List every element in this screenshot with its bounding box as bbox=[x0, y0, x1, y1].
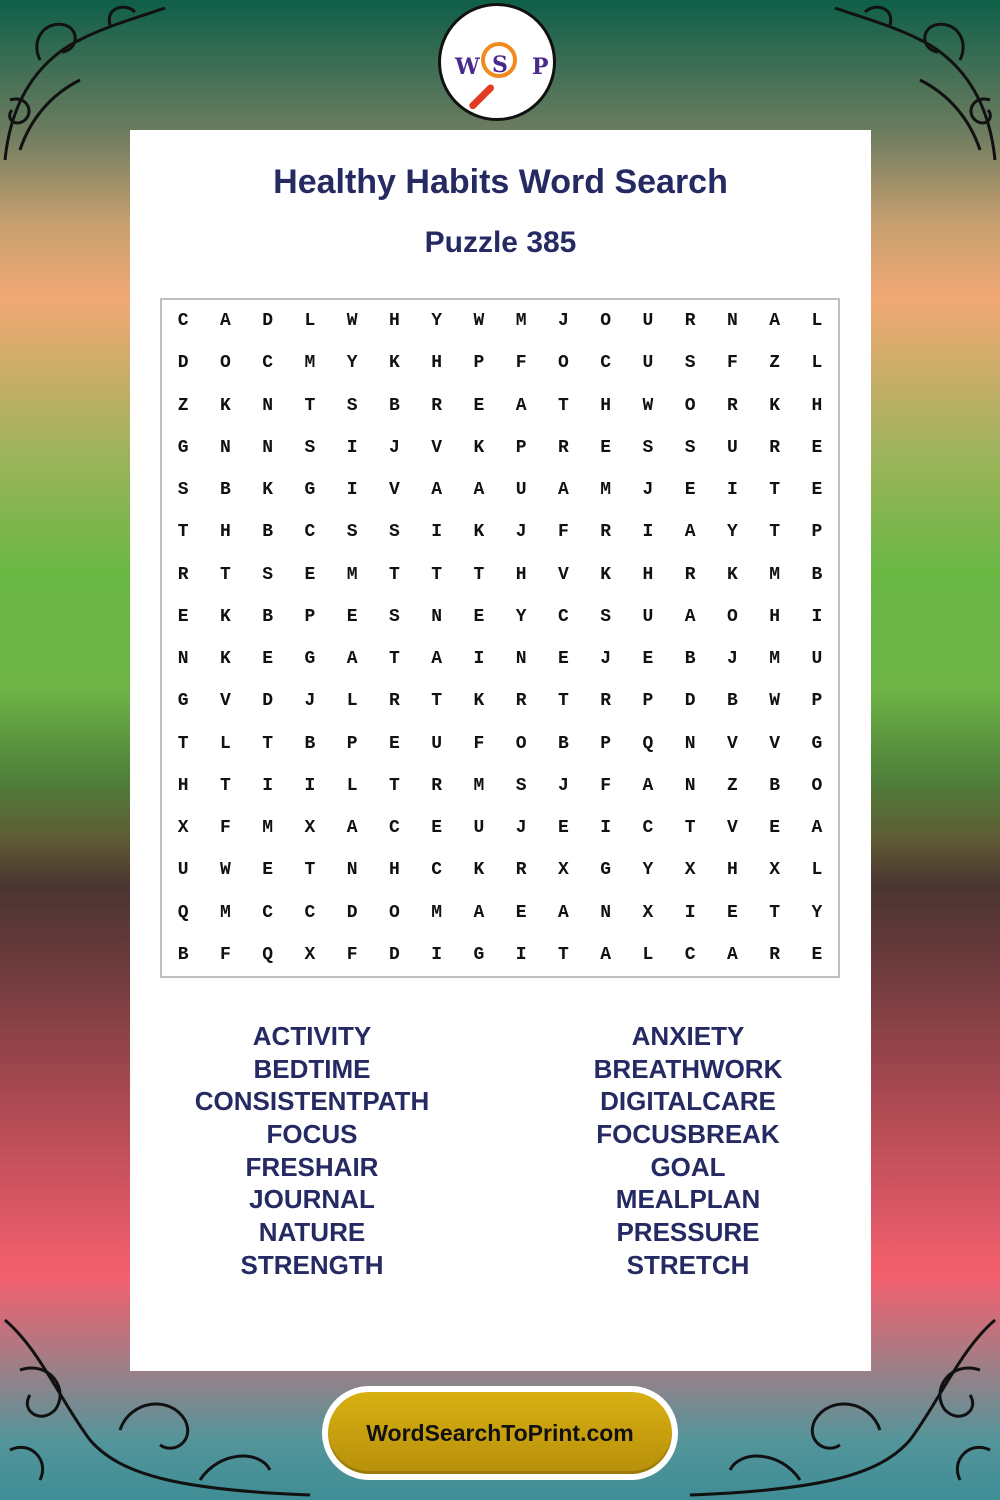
grid-cell[interactable]: H bbox=[642, 564, 654, 585]
grid-cell[interactable]: I bbox=[515, 944, 527, 965]
grid-cell[interactable]: P bbox=[811, 691, 823, 712]
grid-cell[interactable]: L bbox=[304, 311, 316, 332]
grid-cell[interactable]: O bbox=[600, 311, 612, 332]
grid-cell[interactable]: A bbox=[684, 606, 696, 627]
grid-cell[interactable]: J bbox=[726, 649, 738, 670]
grid-cell[interactable]: W bbox=[473, 311, 485, 332]
grid-cell[interactable]: I bbox=[811, 606, 823, 627]
grid-cell[interactable]: K bbox=[219, 606, 231, 627]
grid-cell[interactable]: F bbox=[726, 353, 738, 374]
logo-letter-p: P bbox=[532, 54, 549, 80]
grid-cell[interactable]: H bbox=[811, 395, 823, 416]
grid-cell[interactable]: I bbox=[600, 818, 612, 839]
grid-cell[interactable]: B bbox=[684, 649, 696, 670]
grid-cell[interactable]: N bbox=[600, 902, 612, 923]
grid-cell[interactable]: O bbox=[515, 733, 527, 754]
grid-cell[interactable]: F bbox=[219, 944, 231, 965]
grid-cell[interactable]: G bbox=[473, 944, 485, 965]
grid-cell[interactable]: V bbox=[726, 733, 738, 754]
grid-cell[interactable]: Z bbox=[769, 353, 781, 374]
grid-cell[interactable]: X bbox=[177, 818, 189, 839]
grid-cell[interactable]: T bbox=[769, 480, 781, 501]
grid-cell[interactable]: I bbox=[346, 480, 358, 501]
grid-cell[interactable]: N bbox=[726, 311, 738, 332]
grid-cell[interactable]: L bbox=[811, 860, 823, 881]
grid-cell[interactable]: R bbox=[431, 395, 443, 416]
grid-cell[interactable]: T bbox=[262, 733, 274, 754]
word-list-item: FOCUSBREAK bbox=[596, 1119, 780, 1150]
grid-cell[interactable]: V bbox=[388, 480, 400, 501]
grid-cell[interactable]: B bbox=[177, 944, 189, 965]
grid-cell[interactable]: X bbox=[304, 944, 316, 965]
grid-cell[interactable]: E bbox=[557, 818, 569, 839]
grid-cell[interactable]: F bbox=[515, 353, 527, 374]
grid-cell[interactable]: D bbox=[177, 353, 189, 374]
grid-cell[interactable]: E bbox=[769, 818, 781, 839]
grid-cell[interactable]: T bbox=[473, 564, 485, 585]
grid-cell[interactable]: F bbox=[219, 818, 231, 839]
grid-cell[interactable]: C bbox=[262, 353, 274, 374]
grid-cell[interactable]: E bbox=[600, 437, 612, 458]
grid-cell[interactable]: T bbox=[557, 691, 569, 712]
logo-letter-s: S bbox=[492, 52, 508, 78]
grid-cell[interactable]: H bbox=[769, 606, 781, 627]
grid-cell[interactable]: M bbox=[600, 480, 612, 501]
grid-cell[interactable]: V bbox=[219, 691, 231, 712]
grid-cell[interactable]: N bbox=[431, 606, 443, 627]
grid-cell[interactable]: S bbox=[515, 775, 527, 796]
grid-cell[interactable]: Y bbox=[726, 522, 738, 543]
grid-cell[interactable]: E bbox=[811, 437, 823, 458]
grid-cell[interactable]: F bbox=[600, 775, 612, 796]
grid-cell[interactable]: T bbox=[304, 860, 316, 881]
grid-cell[interactable]: H bbox=[388, 860, 400, 881]
grid-cell[interactable]: N bbox=[684, 775, 696, 796]
grid-cell[interactable]: O bbox=[388, 902, 400, 923]
grid-cell[interactable]: L bbox=[811, 311, 823, 332]
grid-cell[interactable]: G bbox=[811, 733, 823, 754]
grid-cell[interactable]: N bbox=[219, 437, 231, 458]
grid-cell[interactable]: I bbox=[304, 775, 316, 796]
grid-cell[interactable]: D bbox=[684, 691, 696, 712]
grid-cell[interactable]: A bbox=[811, 818, 823, 839]
grid-cell[interactable]: A bbox=[769, 311, 781, 332]
grid-cell[interactable]: T bbox=[304, 395, 316, 416]
grid-cell[interactable]: S bbox=[346, 522, 358, 543]
grid-cell[interactable]: T bbox=[219, 775, 231, 796]
magnifier-handle-icon bbox=[468, 83, 496, 111]
grid-cell[interactable]: T bbox=[431, 691, 443, 712]
grid-cell[interactable]: U bbox=[177, 860, 189, 881]
grid-cell[interactable]: R bbox=[684, 311, 696, 332]
site-link-button[interactable] bbox=[322, 1386, 678, 1480]
grid-cell[interactable]: E bbox=[262, 860, 274, 881]
grid-cell[interactable]: I bbox=[726, 480, 738, 501]
grid-cell[interactable]: E bbox=[262, 649, 274, 670]
grid-cell[interactable]: E bbox=[557, 649, 569, 670]
grid-cell[interactable]: K bbox=[473, 860, 485, 881]
grid-cell[interactable]: K bbox=[769, 395, 781, 416]
grid-cell[interactable]: I bbox=[642, 522, 654, 543]
grid-cell[interactable]: J bbox=[515, 522, 527, 543]
site-link-label[interactable]: WordSearchToPrint.com bbox=[328, 1392, 672, 1474]
grid-cell[interactable]: O bbox=[684, 395, 696, 416]
grid-cell[interactable]: E bbox=[811, 480, 823, 501]
grid-cell[interactable]: A bbox=[515, 395, 527, 416]
grid-cell[interactable]: Z bbox=[177, 395, 189, 416]
grid-cell[interactable]: U bbox=[726, 437, 738, 458]
grid-cell[interactable]: B bbox=[557, 733, 569, 754]
grid-cell[interactable]: Y bbox=[431, 311, 443, 332]
grid-cell[interactable]: B bbox=[811, 564, 823, 585]
grid-cell[interactable]: N bbox=[346, 860, 358, 881]
grid-cell[interactable]: E bbox=[684, 480, 696, 501]
grid-cell[interactable]: D bbox=[262, 691, 274, 712]
grid-cell[interactable]: D bbox=[346, 902, 358, 923]
grid-cell[interactable]: C bbox=[557, 606, 569, 627]
grid-cell[interactable]: A bbox=[684, 522, 696, 543]
word-list-item: CONSISTENTPATH bbox=[194, 1086, 430, 1117]
grid-cell[interactable]: T bbox=[388, 649, 400, 670]
grid-cell[interactable]: D bbox=[262, 311, 274, 332]
grid-cell[interactable]: U bbox=[515, 480, 527, 501]
grid-cell[interactable]: Q bbox=[262, 944, 274, 965]
grid-cell[interactable]: U bbox=[431, 733, 443, 754]
grid-cell[interactable]: E bbox=[304, 564, 316, 585]
grid-cell[interactable]: P bbox=[304, 606, 316, 627]
grid-cell[interactable]: W bbox=[346, 311, 358, 332]
grid-cell[interactable]: N bbox=[177, 649, 189, 670]
grid-cell[interactable]: H bbox=[431, 353, 443, 374]
grid-cell[interactable]: H bbox=[388, 311, 400, 332]
grid-cell[interactable]: I bbox=[684, 902, 696, 923]
grid-cell[interactable]: R bbox=[684, 564, 696, 585]
grid-cell[interactable]: C bbox=[642, 818, 654, 839]
grid-cell[interactable]: K bbox=[473, 691, 485, 712]
grid-cell[interactable]: L bbox=[219, 733, 231, 754]
grid-cell[interactable]: G bbox=[177, 437, 189, 458]
grid-cell[interactable]: A bbox=[726, 944, 738, 965]
grid-cell[interactable]: S bbox=[262, 564, 274, 585]
word-list-item: STRENGTH bbox=[240, 1249, 384, 1280]
grid-cell[interactable]: U bbox=[473, 818, 485, 839]
grid-cell[interactable]: E bbox=[473, 395, 485, 416]
grid-cell[interactable]: B bbox=[726, 691, 738, 712]
grid-cell[interactable]: O bbox=[811, 775, 823, 796]
grid-cell[interactable]: B bbox=[262, 606, 274, 627]
grid-cell[interactable]: C bbox=[262, 902, 274, 923]
grid-cell[interactable]: E bbox=[642, 649, 654, 670]
page-title: Healthy Habits Word Search bbox=[273, 163, 728, 201]
grid-cell[interactable]: S bbox=[684, 437, 696, 458]
grid-cell[interactable]: B bbox=[388, 395, 400, 416]
grid-cell[interactable]: G bbox=[304, 480, 316, 501]
grid-cell[interactable]: B bbox=[219, 480, 231, 501]
grid-cell[interactable]: E bbox=[431, 818, 443, 839]
grid-cell[interactable]: S bbox=[642, 437, 654, 458]
grid-cell[interactable]: U bbox=[642, 353, 654, 374]
grid-cell[interactable]: E bbox=[177, 606, 189, 627]
word-list-item: ACTIVITY bbox=[252, 1021, 372, 1051]
grid-cell[interactable]: J bbox=[557, 311, 569, 332]
grid-cell[interactable]: I bbox=[473, 649, 485, 670]
grid-cell[interactable]: S bbox=[346, 395, 358, 416]
grid-cell[interactable]: T bbox=[431, 564, 443, 585]
grid-cell[interactable]: B bbox=[262, 522, 274, 543]
grid-cell[interactable]: T bbox=[769, 902, 781, 923]
grid-cell[interactable]: Y bbox=[515, 606, 527, 627]
grid-cell[interactable]: K bbox=[262, 480, 274, 501]
grid-cell[interactable]: A bbox=[346, 649, 358, 670]
grid-cell[interactable]: Y bbox=[642, 860, 654, 881]
grid-cell[interactable]: Y bbox=[811, 902, 823, 923]
grid-cell[interactable]: M bbox=[515, 311, 527, 332]
grid-cell[interactable]: R bbox=[515, 691, 527, 712]
grid-cell[interactable]: L bbox=[346, 691, 358, 712]
grid-cell[interactable]: M bbox=[769, 564, 781, 585]
grid-cell[interactable]: T bbox=[388, 564, 400, 585]
grid-cell[interactable]: T bbox=[177, 522, 189, 543]
grid-cell[interactable]: R bbox=[769, 944, 781, 965]
grid-cell[interactable]: P bbox=[642, 691, 654, 712]
grid-cell[interactable]: T bbox=[177, 733, 189, 754]
grid-cell[interactable]: K bbox=[219, 395, 231, 416]
grid-cell[interactable]: U bbox=[642, 311, 654, 332]
grid-cell[interactable]: H bbox=[177, 775, 189, 796]
grid-cell[interactable]: T bbox=[557, 944, 569, 965]
grid-cell[interactable]: A bbox=[431, 480, 443, 501]
grid-cell[interactable]: J bbox=[600, 649, 612, 670]
grid-cell[interactable]: F bbox=[557, 522, 569, 543]
grid-cell[interactable]: O bbox=[557, 353, 569, 374]
grid-cell[interactable]: X bbox=[684, 860, 696, 881]
grid-cell[interactable]: M bbox=[219, 902, 231, 923]
grid-cell[interactable]: A bbox=[431, 649, 443, 670]
word-list-item: FOCUS bbox=[266, 1119, 358, 1150]
grid-cell[interactable]: I bbox=[431, 944, 443, 965]
grid-cell[interactable]: H bbox=[219, 522, 231, 543]
grid-cell[interactable]: D bbox=[388, 944, 400, 965]
word-list-item: MEALPLAN bbox=[615, 1184, 761, 1215]
grid-cell[interactable]: Q bbox=[177, 902, 189, 923]
grid-cell[interactable]: R bbox=[557, 437, 569, 458]
grid-cell[interactable]: T bbox=[557, 395, 569, 416]
grid-cell[interactable]: M bbox=[262, 818, 274, 839]
grid-cell[interactable]: C bbox=[177, 311, 189, 332]
word-list-item: STRETCH bbox=[626, 1249, 750, 1280]
grid-cell[interactable]: W bbox=[642, 395, 654, 416]
grid-cell[interactable]: S bbox=[600, 606, 612, 627]
grid-cell[interactable]: B bbox=[769, 775, 781, 796]
grid-cell[interactable]: X bbox=[304, 818, 316, 839]
grid-cell[interactable]: P bbox=[346, 733, 358, 754]
grid-cell[interactable]: G bbox=[177, 691, 189, 712]
grid-cell[interactable]: A bbox=[219, 311, 231, 332]
grid-cell[interactable]: H bbox=[726, 860, 738, 881]
grid-cell[interactable]: K bbox=[219, 649, 231, 670]
grid-cell[interactable]: J bbox=[642, 480, 654, 501]
word-list-left bbox=[122, 1020, 502, 1282]
grid-cell[interactable]: K bbox=[726, 564, 738, 585]
grid-cell[interactable]: P bbox=[473, 353, 485, 374]
grid-cell[interactable]: C bbox=[431, 860, 443, 881]
grid-cell[interactable]: C bbox=[684, 944, 696, 965]
grid-cell[interactable]: A bbox=[473, 902, 485, 923]
grid-cell[interactable]: I bbox=[346, 437, 358, 458]
grid-cell[interactable]: X bbox=[642, 902, 654, 923]
logo-letter-w: W bbox=[455, 54, 480, 80]
grid-cell[interactable]: T bbox=[219, 564, 231, 585]
grid-cell[interactable]: F bbox=[473, 733, 485, 754]
grid-cell[interactable]: C bbox=[304, 902, 316, 923]
grid-cell[interactable]: X bbox=[557, 860, 569, 881]
grid-cell[interactable]: A bbox=[600, 944, 612, 965]
grid-cell[interactable]: K bbox=[600, 564, 612, 585]
grid-cell[interactable]: J bbox=[304, 691, 316, 712]
grid-cell[interactable]: C bbox=[304, 522, 316, 543]
grid-cell[interactable]: T bbox=[769, 522, 781, 543]
word-list-item: NATURE bbox=[258, 1217, 366, 1248]
grid-cell[interactable]: M bbox=[431, 902, 443, 923]
grid-cell[interactable]: K bbox=[388, 353, 400, 374]
grid-cell[interactable]: M bbox=[769, 649, 781, 670]
grid-cell[interactable]: A bbox=[557, 480, 569, 501]
grid-cell[interactable]: Q bbox=[642, 733, 654, 754]
word-list-item: DIGITALCARE bbox=[600, 1086, 776, 1117]
grid-cell[interactable]: R bbox=[600, 691, 612, 712]
grid-cell[interactable]: O bbox=[219, 353, 231, 374]
grid-cell[interactable]: X bbox=[769, 860, 781, 881]
grid-cell[interactable]: R bbox=[726, 395, 738, 416]
word-list-item: JOURNAL bbox=[249, 1184, 375, 1215]
grid-cell[interactable]: A bbox=[473, 480, 485, 501]
grid-cell[interactable]: M bbox=[473, 775, 485, 796]
grid-cell[interactable]: S bbox=[388, 522, 400, 543]
grid-cell[interactable]: Z bbox=[726, 775, 738, 796]
grid-cell[interactable]: H bbox=[600, 395, 612, 416]
grid-cell[interactable]: A bbox=[557, 902, 569, 923]
word-list-item: GOAL bbox=[650, 1151, 726, 1182]
grid-cell[interactable]: F bbox=[346, 944, 358, 965]
grid-cell[interactable]: U bbox=[642, 606, 654, 627]
grid-cell[interactable]: M bbox=[346, 564, 358, 585]
grid-cell[interactable]: E bbox=[388, 733, 400, 754]
grid-cell[interactable]: R bbox=[600, 522, 612, 543]
grid-cell[interactable]: N bbox=[684, 733, 696, 754]
grid-cell[interactable]: V bbox=[557, 564, 569, 585]
grid-cell[interactable]: Y bbox=[346, 353, 358, 374]
grid-cell[interactable]: H bbox=[515, 564, 527, 585]
grid-cell[interactable]: V bbox=[726, 818, 738, 839]
grid-cell[interactable]: A bbox=[346, 818, 358, 839]
grid-cell[interactable]: E bbox=[515, 902, 527, 923]
grid-cell[interactable]: G bbox=[600, 860, 612, 881]
grid-cell[interactable]: L bbox=[811, 353, 823, 374]
grid-cell[interactable]: S bbox=[684, 353, 696, 374]
grid-cell[interactable]: R bbox=[388, 691, 400, 712]
wsp-logo bbox=[438, 3, 556, 121]
grid-cell[interactable]: T bbox=[388, 775, 400, 796]
grid-cell[interactable]: R bbox=[431, 775, 443, 796]
grid-cell[interactable]: S bbox=[388, 606, 400, 627]
grid-cell[interactable]: E bbox=[473, 606, 485, 627]
word-list-item: FRESHAIR bbox=[245, 1151, 379, 1182]
grid-cell[interactable]: M bbox=[304, 353, 316, 374]
grid-cell[interactable]: J bbox=[557, 775, 569, 796]
grid-cell[interactable]: V bbox=[431, 437, 443, 458]
grid-cell[interactable]: U bbox=[811, 649, 823, 670]
grid-cell[interactable]: T bbox=[684, 818, 696, 839]
grid-cell[interactable]: S bbox=[177, 480, 189, 501]
word-list-item: ANXIETY bbox=[631, 1021, 745, 1051]
grid-cell[interactable]: J bbox=[515, 818, 527, 839]
grid-cell[interactable]: N bbox=[515, 649, 527, 670]
grid-cell[interactable]: C bbox=[600, 353, 612, 374]
word-list-right bbox=[498, 1020, 878, 1282]
grid-cell[interactable]: P bbox=[515, 437, 527, 458]
grid-cell[interactable]: P bbox=[811, 522, 823, 543]
grid-cell[interactable]: E bbox=[811, 944, 823, 965]
grid-cell[interactable]: V bbox=[769, 733, 781, 754]
word-list-item: BEDTIME bbox=[253, 1053, 371, 1084]
grid-cell[interactable]: L bbox=[642, 944, 654, 965]
grid-cell[interactable]: I bbox=[262, 775, 274, 796]
grid-cell[interactable]: K bbox=[473, 522, 485, 543]
grid-cell[interactable]: P bbox=[600, 733, 612, 754]
grid-cell[interactable]: J bbox=[388, 437, 400, 458]
word-list-item: BREATHWORK bbox=[593, 1053, 783, 1084]
grid-cell[interactable]: L bbox=[346, 775, 358, 796]
puzzle-number: Puzzle 385 bbox=[424, 226, 577, 259]
grid-cell[interactable]: R bbox=[769, 437, 781, 458]
grid-cell[interactable]: W bbox=[219, 860, 231, 881]
grid-cell[interactable]: S bbox=[304, 437, 316, 458]
grid-cell[interactable]: W bbox=[769, 691, 781, 712]
grid-cell[interactable]: O bbox=[726, 606, 738, 627]
grid-cell[interactable]: C bbox=[388, 818, 400, 839]
letter-grid bbox=[160, 298, 840, 978]
grid-cell[interactable]: K bbox=[473, 437, 485, 458]
grid-cell[interactable]: E bbox=[726, 902, 738, 923]
grid-cell[interactable]: E bbox=[346, 606, 358, 627]
word-list-item: PRESSURE bbox=[616, 1217, 760, 1248]
grid-cell[interactable]: A bbox=[642, 775, 654, 796]
grid-cell[interactable]: N bbox=[262, 395, 274, 416]
grid-cell[interactable]: G bbox=[304, 649, 316, 670]
grid-cell[interactable]: B bbox=[304, 733, 316, 754]
grid-cell[interactable]: I bbox=[431, 522, 443, 543]
grid-cell[interactable]: R bbox=[515, 860, 527, 881]
grid-cell[interactable]: R bbox=[177, 564, 189, 585]
grid-cell[interactable]: N bbox=[262, 437, 274, 458]
